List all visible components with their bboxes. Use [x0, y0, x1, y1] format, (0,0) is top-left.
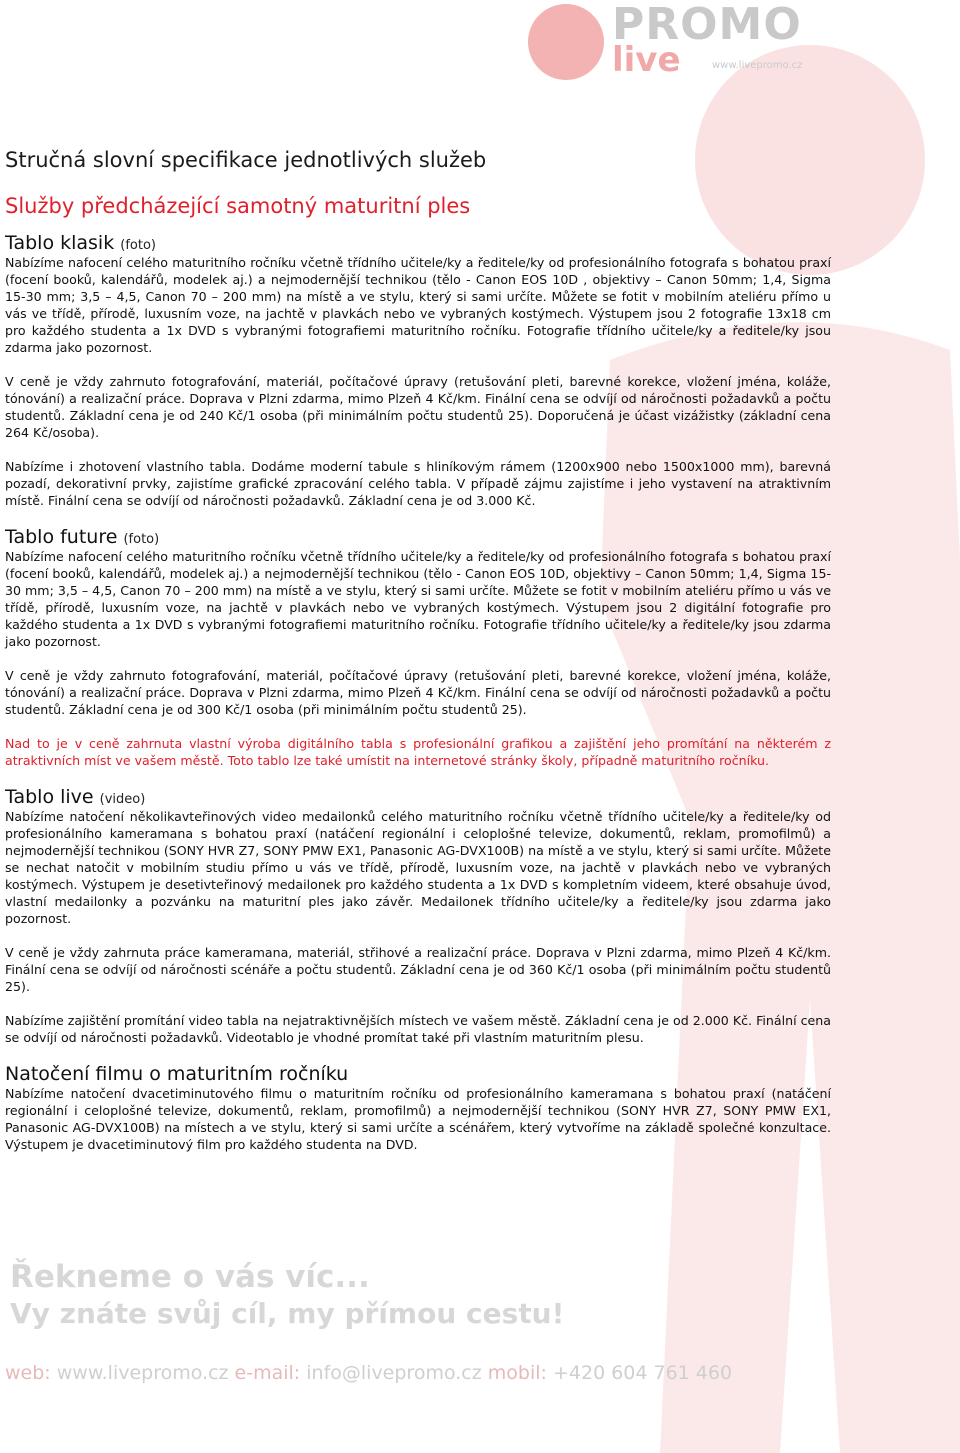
logo-url-text: www.livepromo.cz — [712, 60, 803, 71]
section-tablo-live — [5, 786, 831, 1046]
section-tablo-future — [5, 526, 831, 769]
logo-promo-text: PROMO — [612, 0, 802, 50]
footer-slogan — [10, 1258, 564, 1332]
section-tag: (foto) — [123, 532, 160, 547]
section-title — [5, 1063, 831, 1085]
logo-live-text: live — [612, 40, 681, 80]
section-tablo-klasik — [5, 232, 831, 509]
paragraph: Nabízíme zajištění promítání video tabla na nejatraktivnějších místech ve vašem městě. Základní cena je od 2.000 Kč. Finální cena se odvíjí od náročnosti požadavků. Videotablo je vhodné promítat také při vlastním maturitním plesu. — [5, 1013, 831, 1045]
mobil-label: mobil: — [487, 1362, 547, 1384]
slogan-line-2: Vy znáte svůj cíl, my přímou cestu! — [10, 1297, 565, 1330]
section-film — [5, 1063, 831, 1153]
section-tag: (foto) — [120, 238, 156, 253]
document-body — [5, 148, 831, 1153]
section-title — [5, 232, 831, 254]
section-title — [5, 526, 831, 548]
page-subtitle: Služby předcházející samotný maturitní ples — [5, 194, 471, 218]
slogan-line-1: Řekneme o vás víc... — [10, 1259, 370, 1295]
paragraph: Nabízíme nafocení celého maturitního ročníku včetně třídního učitele/ky a ředitele/ky od profesionálního fotografa s bohatou praxí (focení booků, kalendářů, modelek aj.) a nejmodernější technikou (tělo - Canon EOS 10D, objektivy – Canon 50mm; 1,4, Sigma 15-30 mm; 3,5 – 4,5, Canon 70 – 200 mm) na místě a ve stylu, který si sami určíte. Můžete se fotit v mobilním ateliéru přímo u vás ve třídě, přírodě, luxusním voze, na jachtě v plavkách nebo ve vybraných kostýmech. Výstupem jsou 2 digitální fotografie pro každého studenta a 1x DVD s vybranými fotografiemi maturitního ročníku. Fotografie třídního učitele/ky a ředitele/ky jsou zdarma jako pozornost. — [5, 549, 831, 649]
paragraph: V ceně je vždy zahrnuta práce kameramana, materiál, střihové a realizační práce. Doprava v Plzni zdarma, mimo Plzeň 4 Kč/km. Finální cena se odvíjí od náročnosti scénáře a počtu studentů. Základní cena je od 360 Kč/1 osoba (při minimálním počtu studentů 25). — [5, 945, 831, 994]
phone-number[interactable]: +420 604 761 460 — [552, 1362, 733, 1384]
section-title-text: Natočení filmu o maturitním ročníku — [5, 1063, 349, 1085]
paragraph: Nabízíme natočení dvacetiminutového filmu o maturitním ročníku od profesionálního kameramana s bohatou praxí (natáčení regionální i celoplošné televize, dokumentů, reklam, promofilmů) a nejmodernější technikou (SONY HVR Z7, SONY PMW EX1, Panasonic AG-DVX100B) na místech a ve stylu, který si sami určíte a scénářem, který vytvoříme na základě společné konzultace. Výstupem je dvacetiminutový film pro každého studenta na DVD. — [5, 1086, 831, 1152]
page-title: Stručná slovní specifikace jednotlivých služeb — [5, 148, 487, 172]
email-link[interactable]: info@livepromo.cz — [306, 1362, 482, 1384]
section-title-text: Tablo future — [5, 526, 118, 548]
paragraph: Nabízíme i zhotovení vlastního tabla. Dodáme moderní tabule s hliníkovým rámem (1200x900 nebo 1500x1000 mm), barevná pozadí, dekorativní prvky, zajistíme grafické zpracování celého tabla. V případě zájmu zajistíme i jeho vystavení na atraktivním místě. Finální cena se odvíjí od náročnosti požadavků. Základní cena je od 3.000 Kč. — [5, 459, 831, 508]
web-link[interactable]: www.livepromo.cz — [56, 1362, 229, 1384]
web-label: web: — [5, 1362, 51, 1384]
section-title — [5, 786, 831, 808]
brand-logo — [528, 0, 803, 80]
email-label: e-mail: — [234, 1362, 301, 1384]
footer-contact — [5, 1362, 732, 1384]
paragraph: V ceně je vždy zahrnuto fotografování, materiál, počítačové úpravy (retušování pleti, barevné korekce, vložení jména, koláže, tónování) a realizační práce. Doprava v Plzni zdarma, mimo Plzeň 4 Kč/km. Finální cena se odvíjí od náročnosti požadavků a počtu studentů. Základní cena je od 300 Kč/1 osoba (při minimálním počtu studentů 25). — [5, 668, 831, 717]
logo-person-icon — [528, 4, 604, 80]
paragraph: Nabízíme natočení několikavteřinových video medailonků celého maturitního ročníku včetně třídního učitele/ky a ředitele/ky od profesionálního kameramana s bohatou praxí (natáčení regionální i celoplošné televize, dokumentů, reklam, promofilmů) a nejmodernější technikou (SONY HVR Z7, SONY PMW EX1, Panasonic AG-DVX100B) na místě a ve stylu, který si sami určíte. Můžete se nechat natočit v mobilním studiu přímo u vás ve třídě, přírodě, luxusním voze, na jachtě v plavkách nebo ve vybraných kostýmech. Výstupem je desetivteřinový medailonek pro každého studenta a 1x DVD s kompletním videem, které obsahuje úvod, vlastní medailonky a pozvánku na maturitní ples jako závěr. Medailonek třídního učitele/ky a ředitele/ky jsou zdarma jako pozornost. — [5, 809, 831, 926]
paragraph: Nabízíme nafocení celého maturitního ročníku včetně třídního učitele/ky a ředitele/ky od profesionálního fotografa s bohatou praxí (focení booků, kalendářů, modelek aj.) a nejmodernější technikou (tělo - Canon EOS 10D , objektivy – Canon 50mm; 1,4, Sigma 15-30 mm; 3,5 – 4,5, Canon 70 – 200 mm) na místě a ve stylu, který si sami určíte. Můžete se fotit v mobilním ateliéru přímo u vás ve třídě, přírodě, luxusním voze, na jachtě v plavkách nebo ve vybraných kostýmech. Výstupem jsou 2 fotografie 13x18 cm pro každého studenta a 1x DVD s vybranými fotografiemi maturitního ročníku. Fotografie třídního učitele/ky a ředitele/ky jsou zdarma jako pozornost. — [5, 255, 831, 355]
section-title-text: Tablo live — [5, 786, 94, 808]
paragraph: V ceně je vždy zahrnuto fotografování, materiál, počítačové úpravy (retušování pleti, barevné korekce, vložení jména, koláže, tónování) a realizační práce. Doprava v Plzni zdarma, mimo Plzeň 4 Kč/km. Finální cena se odvíjí od náročnosti požadavků a počtu studentů. Základní cena je od 240 Kč/1 osoba (při minimálním počtu studentů 25). Doporučená je účast vizážistky (základní cena 264 Kč/osoba). — [5, 374, 831, 440]
section-tag: (video) — [99, 792, 146, 807]
highlight-paragraph: Nad to je v ceně zahrnuta vlastní výroba digitálního tabla s profesionální grafikou a zajištění jeho promítání na některém z atraktivních míst ve vašem městě. Toto tablo lze také umístit na internetové stránky školy, případně maturitního ročníku. — [5, 736, 831, 768]
section-title-text: Tablo klasik — [5, 232, 115, 254]
